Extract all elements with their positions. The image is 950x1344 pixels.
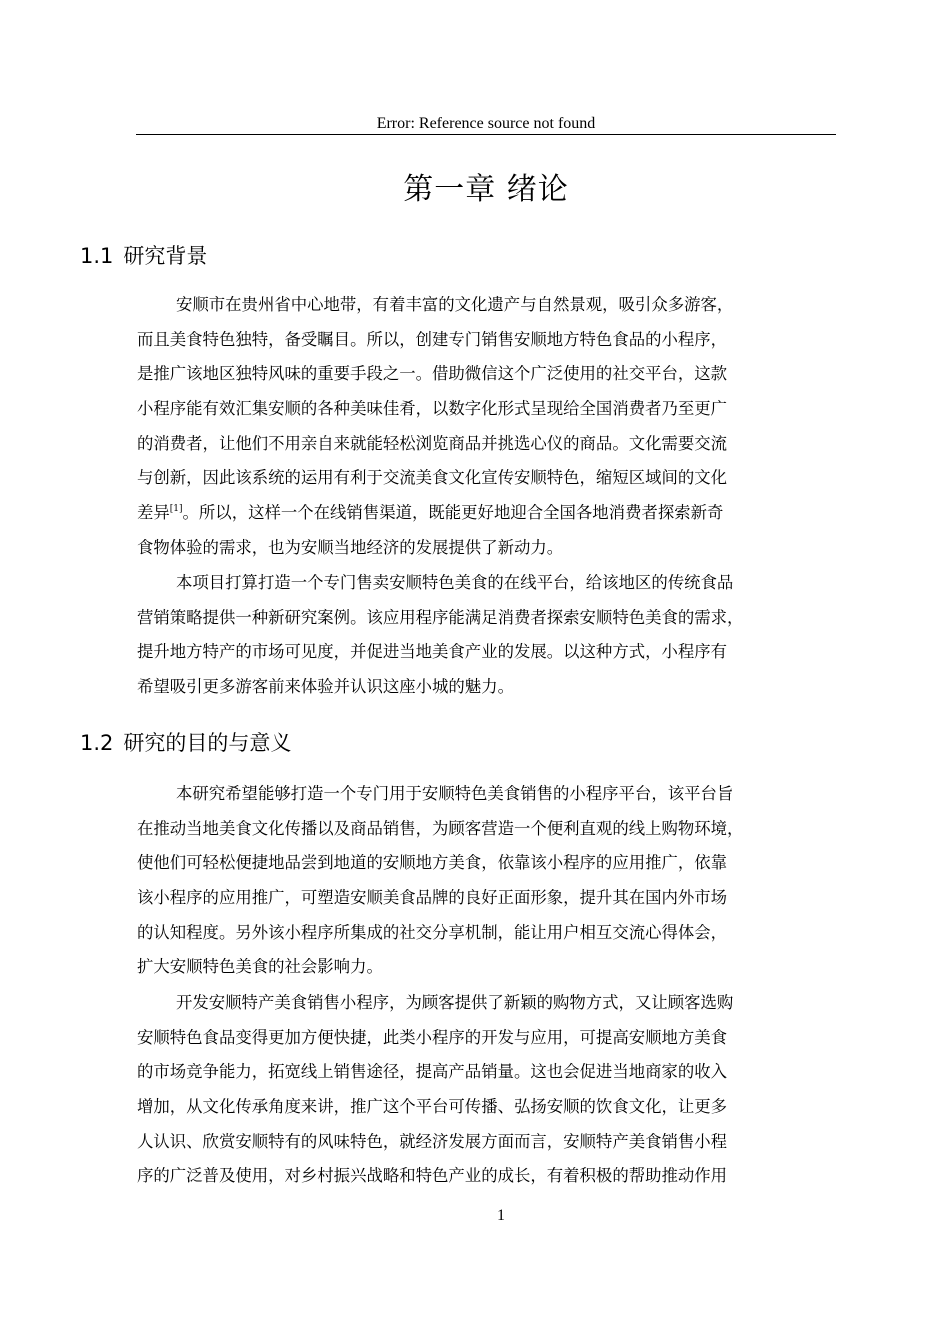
running-header: Error: Reference source not found: [376, 115, 596, 132]
paragraph-line: 安顺市在贵州省中心地带，有着丰富的文化遗产与自然景观，吸引众多游客，: [176, 295, 734, 314]
page-number: 1: [497, 1207, 505, 1224]
section-number: 1.2: [80, 731, 114, 755]
paragraph-purpose-2: [137, 986, 857, 1194]
header-rule: [136, 134, 836, 135]
paragraph-line: 在推动当地美食文化传播以及商品销售，为顾客营造一个便利直观的线上购物环境，: [137, 818, 744, 838]
section-number: 1.1: [80, 244, 114, 268]
paragraph-line: 的消费者，让他们不用亲自来就能轻松浏览商品并挑选心仪的商品。文化需要交流: [137, 433, 728, 453]
paragraph-line: 提升地方特产的市场可见度，并促进当地美食产业的发展。以这种方式，小程序有: [137, 642, 728, 662]
citation-text-before: 差异: [137, 503, 170, 523]
paragraph-line: 该小程序的应用推广，可塑造安顺美食品牌的良好正面形象，提升其在国内外市场: [137, 888, 728, 908]
paragraph-line: 的市场竞争能力，拓宽线上销售途径，提高产品销量。这也会促进当地商家的收入: [137, 1062, 728, 1082]
paragraph-line: 增加，从文化传承角度来讲，推广这个平台可传播、弘扬安顺的饮食文化，让更多: [137, 1097, 728, 1117]
paragraph-line: 与创新，因此该系统的运用有利于交流美食文化宣传安顺特色，缩短区域间的文化: [137, 468, 728, 488]
section-heading-1-2: [80, 728, 840, 758]
section-title: 研究的目的与意义: [123, 731, 292, 755]
paragraph-line: 人认识、欣赏安顺特有的风味特色，就经济发展方面而言，安顺特产美食销售小程: [137, 1131, 728, 1151]
paragraph-line-with-citation: [137, 496, 857, 531]
paragraph-line: 是推广该地区独特风味的重要手段之一。借助微信这个广泛使用的社交平台，这款: [137, 364, 728, 384]
paragraph-line: 本项目打算打造一个专门售卖安顺特色美食的在线平台，给该地区的传统食品: [176, 573, 734, 592]
paragraph-line: 营销策略提供一种新研究案例。该应用程序能满足消费者探索安顺特色美食的需求，: [137, 607, 744, 627]
paragraph-line: 安顺特色食品变得更加方便快捷，此类小程序的开发与应用，可提高安顺地方美食: [137, 1027, 728, 1047]
citation-text-after: 。所以，这样一个在线销售渠道，既能更好地迎合全国各地消费者探索新奇: [182, 503, 724, 523]
paragraph-line: 使他们可轻松便捷地品尝到地道的安顺地方美食，依靠该小程序的应用推广，依靠: [137, 853, 728, 873]
paragraph-line: 的认知程度。另外该小程序所集成的社交分享机制，能让用户相互交流心得体会，: [137, 922, 728, 942]
paragraph-line: 希望吸引更多游客前来体验并认识这座小城的魅力。: [137, 677, 514, 697]
paragraph-line: 本研究希望能够打造一个专门用于安顺特色美食销售的小程序平台，该平台旨: [176, 784, 734, 803]
citation-mark: [1]: [169, 504, 183, 515]
paragraph-background-2: [137, 566, 857, 705]
section-heading-1-1: [80, 241, 840, 271]
chapter-title: 第一章 绪论: [403, 172, 569, 207]
paragraph-line: 小程序能有效汇集安顺的各种美味佳肴，以数字化形式呈现给全国消费者乃至更广: [137, 399, 728, 419]
paragraph-line: 扩大安顺特色美食的社会影响力。: [137, 957, 383, 977]
paragraph-line: 而且美食特色独特，备受瞩目。所以，创建专门销售安顺地方特色食品的小程序，: [137, 329, 728, 349]
paragraph-background-1: [137, 288, 857, 566]
paragraph-purpose-1: [137, 777, 857, 985]
paragraph-line: 序的广泛普及使用，对乡村振兴战略和特色产业的成长，有着积极的帮助推动作用: [137, 1166, 728, 1186]
paragraph-line: 开发安顺特产美食销售小程序，为顾客提供了新颖的购物方式，又让顾客选购: [176, 993, 734, 1012]
section-title: 研究背景: [123, 244, 208, 268]
paragraph-line: 食物体验的需求，也为安顺当地经济的发展提供了新动力。: [137, 537, 564, 557]
